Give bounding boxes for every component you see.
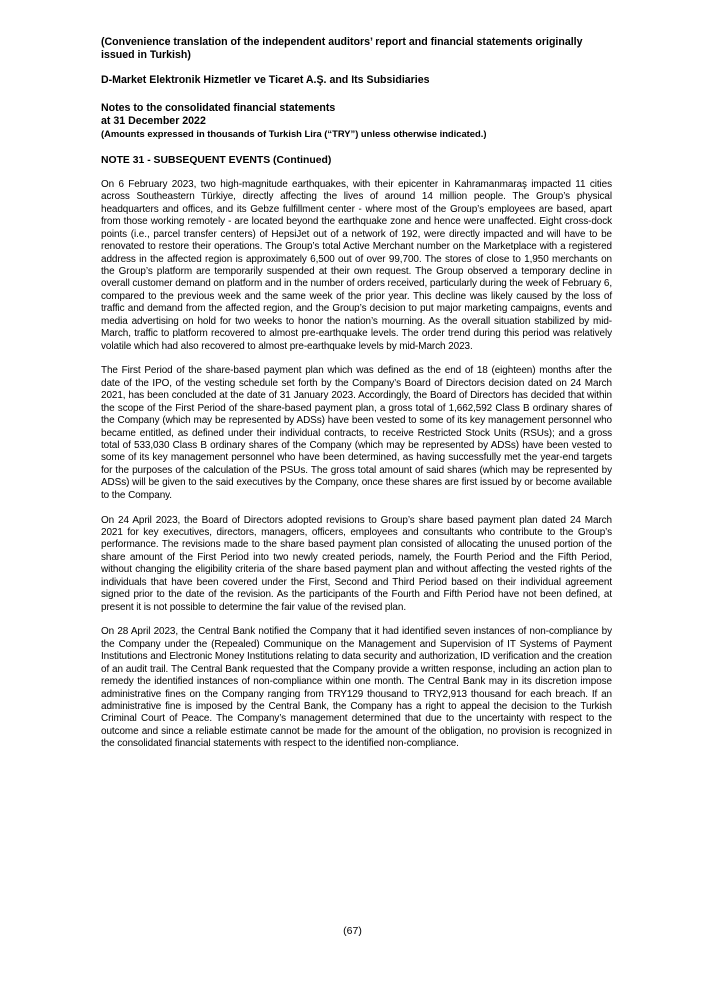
page-number: (67) [343,925,362,937]
company-name: D-Market Elektronik Hizmetler ve Ticaret A.Ş. and Its Subsidiaries [101,74,430,87]
paragraph-earthquake: On 6 February 2023, two high-magnitude earthquakes, with their epicenter in Kahramanmaraş impacted 11 cities across Southeastern Türkiye, directly affecting the lives of around 14 million people. The Group’s physical headquarters and offices, and its Gebze fulfillment center - where most of the Group’s employees are based, apart from those working remotely - are located beyond the earthquake zone and hence were unaffected. Eight cross-dock points (i.e., parcel transfer centers) of HepsiJet out of a network of 192, were directly impacted and will have to be renovated to restore their operations. The Group’s total Active Merchant number on the Marketplace with a registered address in the affected region is approximately 6,500 out of over 99,700. The stores of close to 1,950 merchants on the Group’s platform are temporarily suspended at their own request. The Group observed a temporary decline in overall customer demand on platform and in the number of orders received, particularly during the week of February 6, compared to the previous week and the same week of the prior year. This decline was likely caused by the loss of traffic and demand from the affected region, and the Group’s decision to put major marketing campaigns, events and media advertising on hold for two weeks to honor the nation’s mourning. As the overall situation stabilized by mid-March, traffic to platform recovered to almost pre-earthquake levels. The order trend during this period was relatively volatile which had also recovered to almost pre-earthquake levels by mid-March 2023. [101,179,612,352]
document-page [101,36,612,763]
note-title: NOTE 31 - SUBSEQUENT EVENTS (Continued) [101,155,332,167]
paragraph-first-period: The First Period of the share-based payment plan which was defined as the end of 18 (eighteen) months after the date of the IPO, of the vesting schedule set forth by the Company’s Board of Directors decision dated on 24 March 2021, has been concluded at the date of 31 January 2023. Accordingly, the Board of Directors has decided that within the scope of the First Period of the share-based payment plan, a gross total of 1,662,592 Class B ordinary shares of the Company (which may be represented by ADSs) have been vested to some of its key management personnel who became entitled, as defined under their individual contracts, to receive Restricted Stock Units (RSUs); and a gross total of 533,030 Class B ordinary shares of the Company (which may be represented by ADSs) have been vested to some of its key management personnel who have been determined, as having successfully met the year-end targets for the purposes of the calculation of the PSUs. The gross total amount of said shares (which may be represented by ADSs) will be given to the said executives by the Company, once these shares are first issued by or become available to the Company. [101,365,612,501]
paragraph-plan-revision: On 24 April 2023, the Board of Directors adopted revisions to Group’s share based payment plan dated 24 March 2021 for key executives, directors, managers, officers, employees and consultants who contribute to the Group’s performance. The revisions made to the share based payment plan consisted of allocating the unused portion of the share amount of the First Period into two newly created periods, namely, the Fourth Period and the Fifth Period, without changing the eligibility criteria of the share based payment plan and without affecting the vested rights of the individuals that have been covered under the First, Second and Third Period based on their individual agreement signed prior to the date of the revision. As the participants of the Fourth and Fifth Period have not been defined, at present it is not possible to determine the fair value of the revised plan. [101,514,612,613]
convenience-translation-note: (Convenience translation of the independent auditors’ report and financial statements originally issued in Turkish) [101,36,583,62]
currency-note: (Amounts expressed in thousands of Turkish Lira (“TRY”) unless otherwise indicated.) [101,128,487,140]
notes-title: Notes to the consolidated financial statements [101,101,336,114]
paragraph-central-bank: On 28 April 2023, the Central Bank notified the Company that it had identified seven instances of non-compliance by the Company under the (Repealed) Communique on the Management and Supervision of IT Systems of Payment Institutions and Electronic Money Institutions relating to data security and authorization, ID verification and the creation of an audit trail. The Central Bank requested that the Company provide a written response, including an action plan to remedy the identified instances of non-compliance within one month. The Central Bank may in its discretion impose administrative fines on the Company ranging from TRY129 thousand to TRY2,913 thousand for each breach. If an administrative fine is imposed by the Central Bank, the Company has a right to appeal the decision to the Turkish Criminal Court of Peace. The Company’s management determined that due to the uncertainty with respect to the outcome and since a reliable estimate cannot be made for the amount of the obligation, no provision is recognized in the consolidated financial statements with respect to the identified non-compliance. [101,626,612,750]
statement-date: at 31 December 2022 [101,114,206,127]
